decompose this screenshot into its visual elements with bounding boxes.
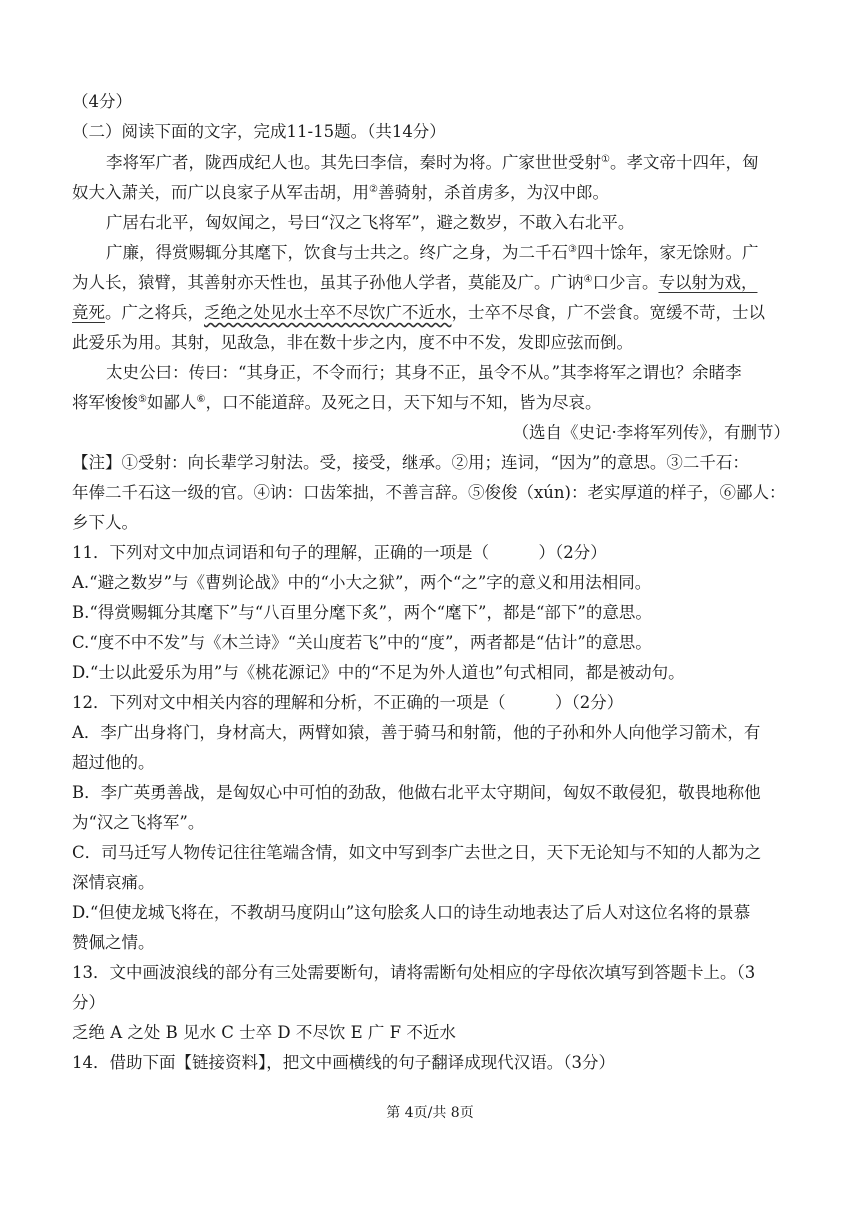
passage-line: 为人长，猿臂，其善射亦天性也，虽其子孙他人学者，莫能及广。广讷④口少言。专以射为戏， <box>72 273 758 292</box>
passage-line: 竟死。广之将兵，乏绝之处见水士卒不尽饮广不近水，士卒不尽食，广不尝食。宽缓不苛，士以 <box>72 303 765 322</box>
notes-line: 年俸二千石这一级的官。④讷：口齿笨拙，不善言辞。⑤俊俊（xún)：老实厚道的样子，⑥鄙人： <box>72 483 786 502</box>
passage-line: 广廉，得赏赐辄分其麾下，饮食与士共之。终广之身，为二千石③四十馀年，家无馀财。广 <box>106 243 759 262</box>
passage-line: 此爱乐为用。其射，见敌急，非在数十步之内，度不中不发，发即应弦而倒。 <box>72 333 633 352</box>
question-11: 11．下列对文中加点词语和句子的理解，正确的一项是（ ）（2分） <box>72 543 607 562</box>
question-13-prompt: 乏绝 A 之处 B 见水 C 士卒 D 不尽饮 E 广 F 不近水 <box>72 1023 456 1042</box>
option-a: A.“避之数岁”与《曹刿论战》中的“小大之狱”，两个“之”字的意义和用法相同。 <box>72 573 652 592</box>
passage-line: 将军悛悛⑤如鄙人⑥，口不能道辞。及死之日，天下知与不知，皆为尽哀。 <box>72 393 602 412</box>
option-c-cont: 深情哀痛。 <box>72 873 155 892</box>
option-d: D.“士以此爱乐为用”与《桃花源记》中的“不足为外人道也”句式相同，都是被动句。 <box>72 663 685 682</box>
passage-line: 太史公曰：传曰：“其身正，不令而行；其身不正，虽令不从。”其李将军之谓也？余睹李 <box>106 363 742 382</box>
notes-line: 【注】①受射：向长辈学习射法。受，接受，继承。②用；连词，“因为”的意思。③二千石： <box>72 453 749 472</box>
page-number: 第 4页/共 8页 <box>386 1105 474 1121</box>
notes-line: 乡下人。 <box>72 513 138 532</box>
option-c: C.“度不中不发”与《木兰诗》“关山度若飞”中的“度”，两者都是“估计”的意思。 <box>72 633 652 652</box>
question-13: 13．文中画波浪线的部分有三处需要断句，请将需断句处相应的字母依次填写到答题卡上。（3 <box>72 963 756 982</box>
source-citation: （选自《史记·李将军列传》，有删节） <box>512 423 790 442</box>
option-a: A．李广出身将门，身材高大，两臂如猿，善于骑马和射箭，他的子孙和外人向他学习箭术，有 <box>72 723 761 742</box>
option-c: C．司马迁写人物传记往往笔端含情，如文中写到李广去世之日，天下无论知与不知的人都为之 <box>72 843 762 862</box>
option-a-cont: 超过他的。 <box>72 753 155 772</box>
question-14: 14．借助下面【链接资料】，把文中画横线的句子翻译成现代汉语。（3分） <box>72 1053 615 1072</box>
underlined-sentence: 竟死 <box>72 303 105 322</box>
option-b: B．李广英勇善战，是匈奴心中可怕的劲敌，他做右北平太守期间，匈奴不敢侵犯，敬畏地称他 <box>72 783 761 802</box>
wavy-underlined-text: 乏绝之处见水士卒不尽饮广不近水 <box>204 303 452 322</box>
passage-line: 李将军广者，陇西成纪人也。其先曰李信，秦时为将。广家世世受射①。孝文帝十四年，匈 <box>106 153 759 172</box>
option-b-cont: 为“汉之飞将军”。 <box>72 813 205 832</box>
option-d: D.“但使龙城飞将在，不教胡马度阴山”这句脍炙人口的诗生动地表达了后人对这位名将的景慕 <box>72 903 751 922</box>
question-12: 12．下列对文中相关内容的理解和分析，不正确的一项是（ ）（2分） <box>72 693 624 712</box>
passage-line: 奴大入萧关，而广以良家子从军击胡，用②善骑射，杀首虏多，为汉中郎。 <box>72 183 609 202</box>
prev-question-score: （4分） <box>72 92 132 111</box>
section-heading: （二）阅读下面的文字，完成11-15题。（共14分） <box>72 122 446 141</box>
passage-line: 广居右北平，匈奴闻之，号曰“汉之飞将军”，避之数岁，不敢入右北平。 <box>106 213 635 232</box>
option-b: B.“得赏赐辄分其麾下”与“八百里分麾下炙”，两个“麾下”，都是“部下”的意思。 <box>72 603 652 622</box>
underlined-sentence: 专以射为戏， <box>658 273 758 292</box>
question-13-cont: 分） <box>72 993 105 1012</box>
option-d-cont: 赞佩之情。 <box>72 933 155 952</box>
